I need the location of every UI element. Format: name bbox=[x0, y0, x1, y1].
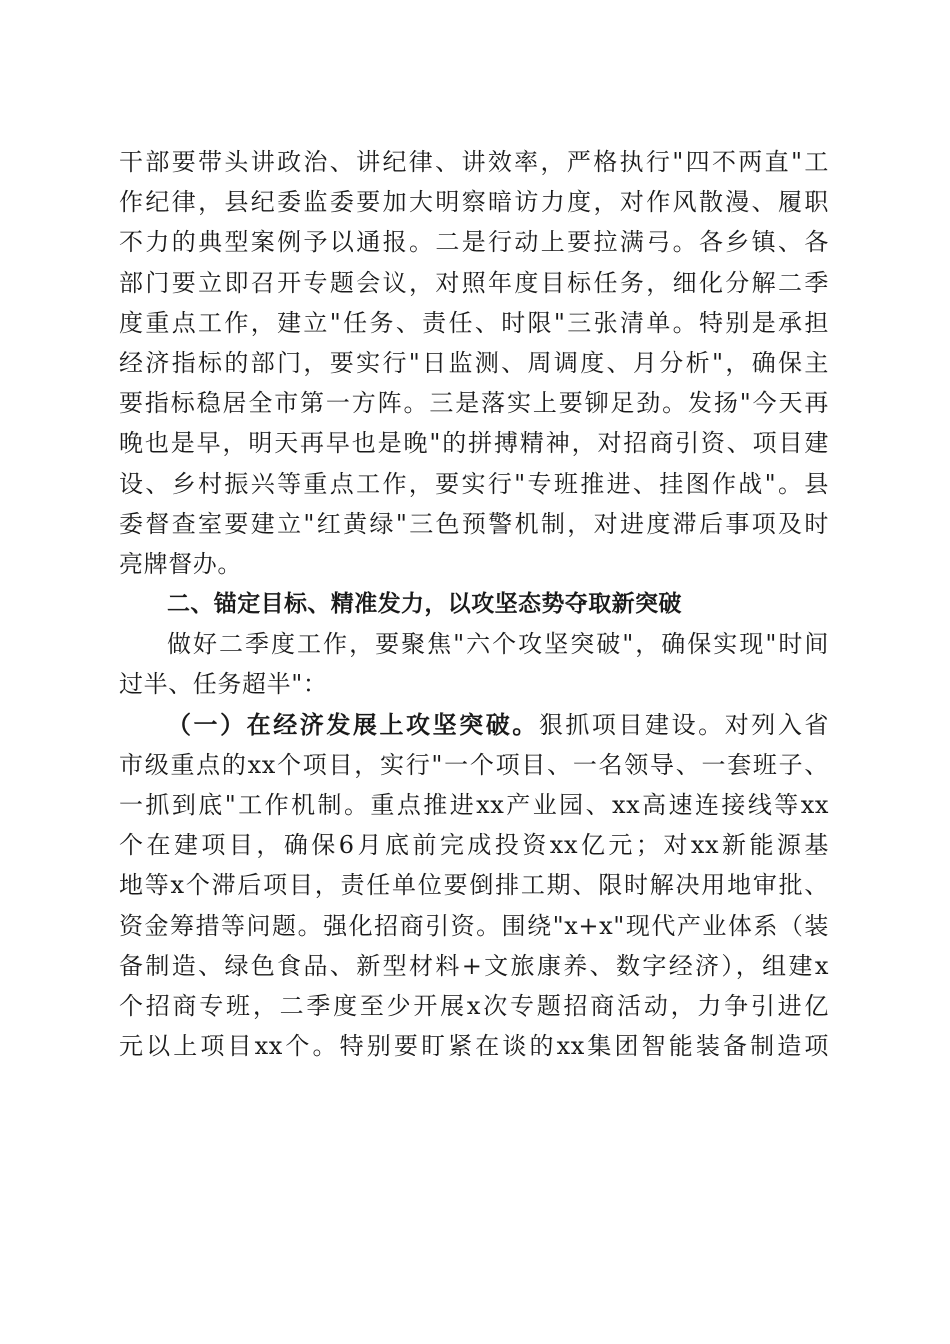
intro-line-2: 过半、任务超半"： bbox=[119, 670, 328, 699]
section1-line-9: 元以上项目xx个。特别要盯紧在谈的xx集团智能装备制造项 bbox=[119, 1032, 829, 1061]
section1-first-line bbox=[119, 705, 829, 745]
section1-line-8: 个招商专班，二季度至少开展x次专题招商活动，力争引进亿 bbox=[119, 991, 829, 1020]
section1-line-7: 备制造、绿色食品、新型材料+文旅康养、数字经济），组建x bbox=[119, 951, 829, 980]
paragraph-line-10: 委督查室要建立"红黄绿"三色预警机制，对进度滞后事项及时 bbox=[119, 509, 829, 538]
paragraph-line-6: 经济指标的部门，要实行"日监测、周调度、月分析"，确保主 bbox=[119, 348, 829, 377]
section1-line-6: 资金筹措等问题。强化招商引资。围绕"x+x"现代产业体系（装 bbox=[119, 911, 829, 940]
paragraph-line-2: 作纪律，县纪委监委要加大明察暗访力度，对作风散漫、履职 bbox=[119, 188, 829, 217]
paragraph-line-3: 不力的典型案例予以通报。二是行动上要拉满弓。各乡镇、各 bbox=[119, 228, 829, 257]
paragraph-line-9: 设、乡村振兴等重点工作，要实行"专班推进、挂图作战"。县 bbox=[119, 469, 829, 498]
paragraph-line-7: 要指标稳居全市第一方阵。三是落实上要铆足劲。发扬"今天再 bbox=[119, 389, 829, 418]
section1-first-rest: 狠抓项目建设。对列入省 bbox=[538, 710, 829, 739]
paragraph-line-1: 干部要带头讲政治、讲纪律、讲效率，严格执行"四不两直"工 bbox=[119, 148, 829, 176]
paragraph-line-5: 度重点工作，建立"任务、责任、时限"三张清单。特别是承担 bbox=[119, 308, 829, 337]
section-heading: 二、锚定目标、精准发力，以攻坚态势夺取新突破 bbox=[167, 591, 682, 618]
section1-line-5: 地等x个滞后项目，责任单位要倒排工期、限时解决用地审批、 bbox=[119, 871, 829, 900]
paragraph-line-4: 部门要立即召开专题会议，对照年度目标任务，细化分解二季 bbox=[119, 268, 829, 297]
paragraph-line-8: 晚也是早，明天再早也是晚"的拼搏精神，对招商引资、项目建 bbox=[119, 429, 829, 458]
intro-line-1: 做好二季度工作，要聚焦"六个攻坚突破"，确保实现"时间 bbox=[167, 630, 829, 659]
section1-line-2: 市级重点的xx个项目，实行"一个项目、一名领导、一套班子、 bbox=[119, 750, 829, 779]
paragraph-line-11: 亮牌督办。 bbox=[119, 549, 242, 578]
section1-line-4: 个在建项目，确保6月底前完成投资xx亿元；对xx新能源基 bbox=[119, 831, 829, 860]
section1-lead: （一）在经济发展上攻坚突破。 bbox=[167, 709, 539, 739]
section1-line-3: 一抓到底"工作机制。重点推进xx产业园、xx高速连接线等xx bbox=[119, 791, 829, 819]
document-body bbox=[119, 142, 829, 1066]
